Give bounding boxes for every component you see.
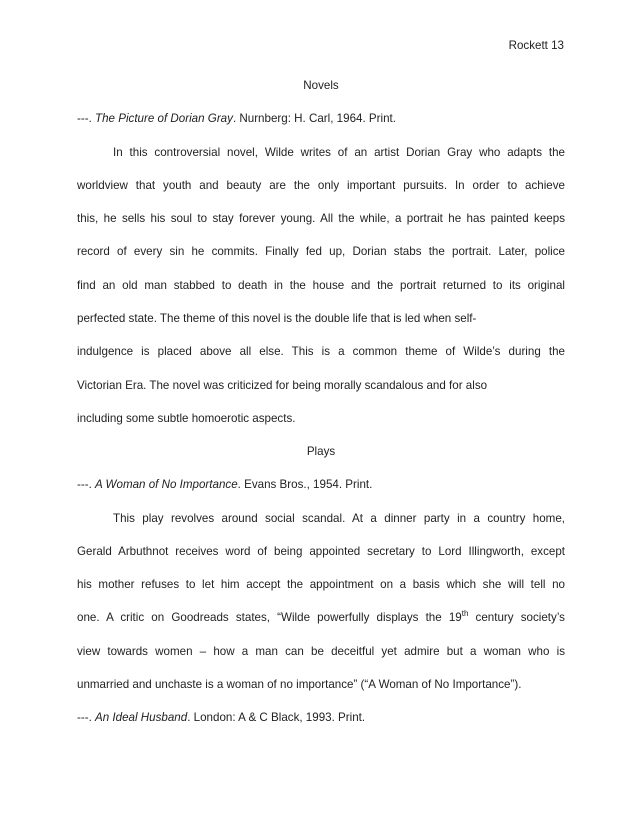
ordinal-superscript: th bbox=[461, 609, 469, 619]
text-after: century society’s bbox=[468, 611, 565, 624]
citation-woman-of-no-importance bbox=[77, 478, 565, 492]
section-heading-novels: Novels bbox=[303, 79, 339, 92]
text-before: one. A critic on Goodreads states, “Wilde powerfully displays the 19 bbox=[77, 611, 462, 624]
running-header: Rockett 13 bbox=[508, 39, 564, 52]
paragraph-line: Victorian Era. The novel was criticized for being morally scandalous and for also bbox=[77, 379, 488, 392]
section-heading-plays: Plays bbox=[306, 445, 336, 458]
citation-ideal-husband bbox=[77, 711, 565, 725]
paragraph-line: This play revolves around social scandal. At a dinner party in a country home, bbox=[113, 512, 565, 525]
paragraph-line: this, he sells his soul to stay forever young. All the while, a portrait he has painted keeps bbox=[77, 212, 565, 225]
paragraph-line: find an old man stabbed to death in the house and the portrait returned to its original bbox=[77, 279, 565, 292]
citation-title: A Woman of No Importance bbox=[95, 478, 238, 491]
paragraph-line: perfected state. The theme of this novel is the double life that is led when self- bbox=[77, 312, 477, 325]
citation-rest: . Evans Bros., 1954. Print. bbox=[237, 478, 373, 491]
citation-prefix: ---. bbox=[77, 478, 96, 491]
paragraph-line: unmarried and unchaste is a woman of no importance” (“A Woman of No Importance”). bbox=[77, 678, 522, 691]
paragraph-line: indulgence is placed above all else. This is a common theme of Wilde’s during the bbox=[77, 345, 565, 358]
paragraph-line: record of every sin he commits. Finally fed up, Dorian stabs the portrait. Later, police bbox=[77, 245, 565, 258]
citation-prefix: ---. bbox=[77, 711, 96, 724]
paragraph-line-with-superscript bbox=[77, 611, 565, 625]
citation-title: The Picture of Dorian Gray bbox=[95, 112, 233, 125]
citation-title: An Ideal Husband bbox=[95, 711, 188, 724]
citation-prefix: ---. bbox=[77, 112, 96, 125]
paragraph-line: his mother refuses to let him accept the appointment on a basis which she will tell no bbox=[77, 578, 565, 591]
paragraph-line: worldview that youth and beauty are the only important pursuits. In order to achieve bbox=[77, 179, 565, 192]
paragraph-line: view towards women – how a man can be deceitful yet admire but a woman who is bbox=[77, 645, 565, 658]
paragraph-line: Gerald Arbuthnot receives word of being appointed secretary to Lord Illingworth, except bbox=[77, 545, 565, 558]
paragraph-line: In this controversial novel, Wilde writes of an artist Dorian Gray who adapts the bbox=[113, 146, 565, 159]
paragraph-line: including some subtle homoerotic aspects. bbox=[77, 412, 296, 425]
citation-rest: . Nurnberg: H. Carl, 1964. Print. bbox=[232, 112, 396, 125]
citation-rest: . London: A & C Black, 1993. Print. bbox=[187, 711, 366, 724]
citation-dorian-gray bbox=[77, 112, 565, 126]
